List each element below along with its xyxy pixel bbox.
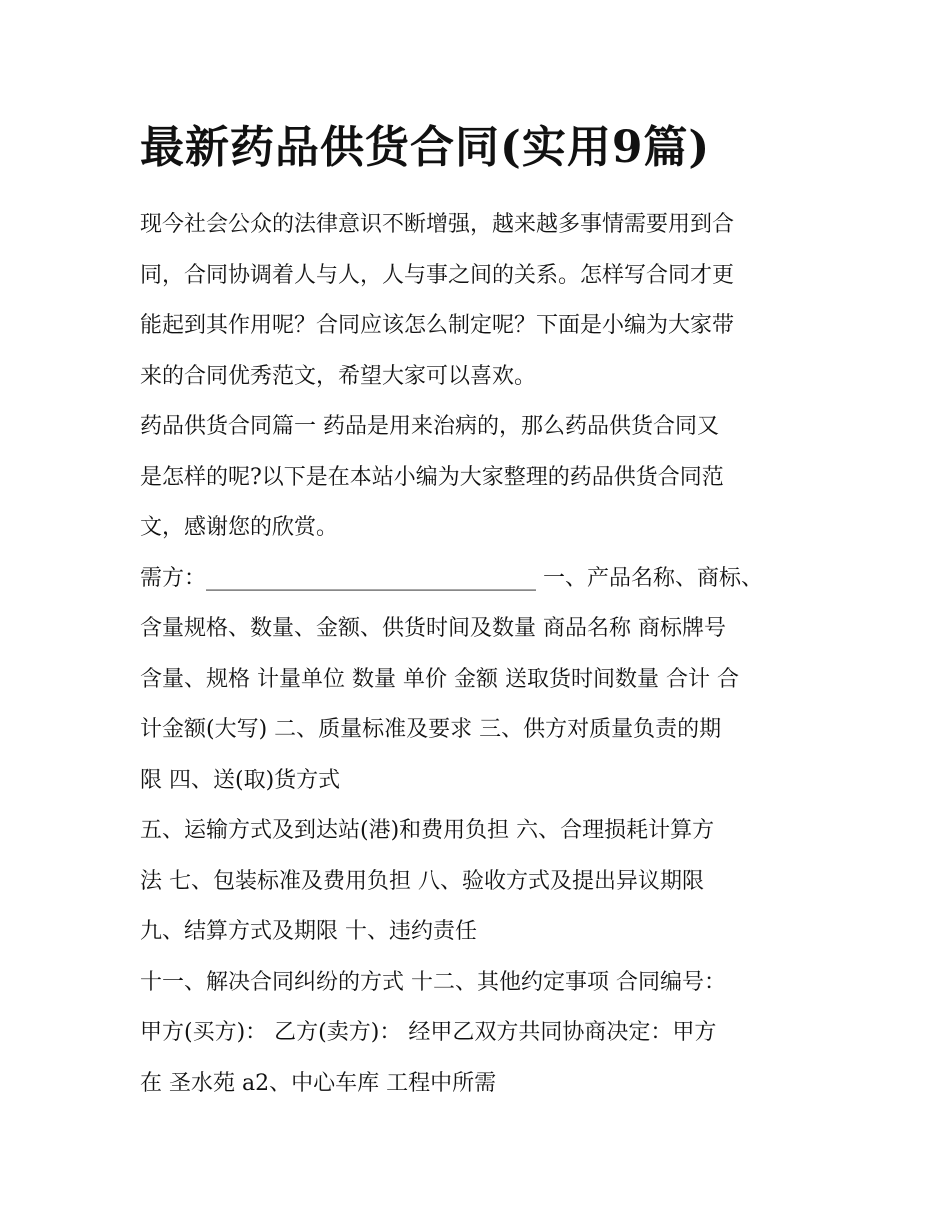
text-line: 在 圣水苑 a2、中心车库 工程中所需 <box>140 1070 497 1096</box>
text-line: 同，合同协调着人与人，人与事之间的关系。怎样写合同才更 <box>140 262 735 288</box>
text-line: 是怎样的呢?以下是在本站小编为大家整理的药品供货合同范 <box>140 464 724 490</box>
text-line: 计金额(大写) 二、质量标准及要求 三、供方对质量负责的期 <box>140 717 722 742</box>
section-one-paragraph <box>140 402 820 554</box>
transport-terms-paragraph <box>140 806 820 958</box>
document-title: 最新药品供货合同(实用9篇) <box>140 122 711 173</box>
text-line: 五、运输方式及到达站(港)和费用负担 六、合理损耗计算方 <box>140 818 715 843</box>
contract-terms-paragraph <box>140 554 820 807</box>
text-line: 来的合同优秀范文，希望大家可以喜欢。 <box>140 363 537 389</box>
intro-paragraph <box>140 200 820 402</box>
text-line: 药品供货合同篇一 药品是用来治病的，那么药品供货合同又 <box>140 414 719 439</box>
text-line: 现今社会公众的法律意识不断增强，越来越多事情需要用到合 <box>140 212 735 237</box>
text-line: 十一、解决合同纠纷的方式 十二、其他约定事项 合同编号： <box>140 969 726 995</box>
text-line: 限 四、送(取)货方式 <box>140 767 341 793</box>
text-line: 需方：______________________________ 一、产品名称、商标、 <box>140 565 763 591</box>
text-line: 含量规格、数量、金额、供货时间及数量 商品名称 商标牌号 <box>140 616 726 641</box>
document-page <box>140 118 820 1109</box>
dispute-terms-paragraph <box>140 958 820 1110</box>
text-line: 九、结算方式及期限 十、违约责任 <box>140 919 477 944</box>
text-line: 能起到其作用呢？合同应该怎么制定呢？下面是小编为大家带 <box>140 313 735 338</box>
text-line: 文，感谢您的欣赏。 <box>140 515 339 540</box>
text-line: 含量、规格 计量单位 数量 单价 金额 送取货时间数量 合计 合 <box>140 666 739 692</box>
text-line: 法 七、包装标准及费用负担 八、验收方式及提出异议期限 <box>140 868 704 894</box>
text-line: 甲方(买方)： 乙方(卖方)： 经甲乙双方共同协商决定：甲方 <box>140 1020 717 1045</box>
